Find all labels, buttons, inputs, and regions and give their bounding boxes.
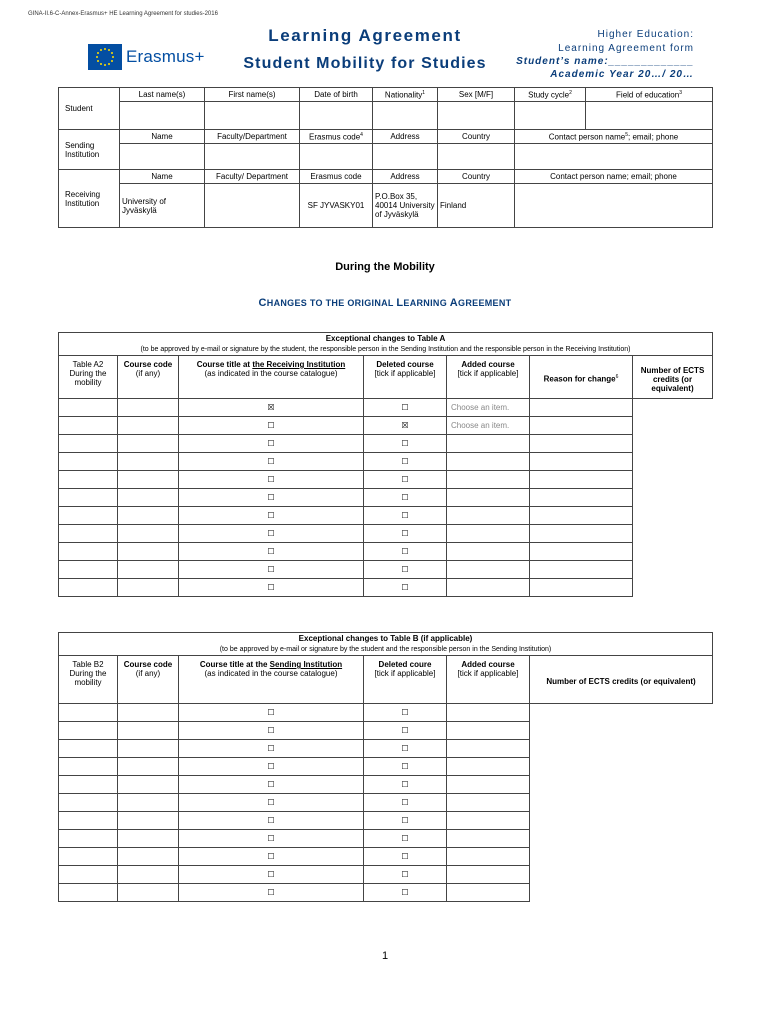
reason-dropdown[interactable]: Choose an item. (447, 399, 530, 417)
ects-cell[interactable] (530, 543, 633, 561)
receiving-country-header: Country (438, 170, 515, 184)
table-b2 (58, 632, 713, 902)
course-code-cell[interactable] (59, 722, 118, 740)
header-date-of-birth: Date of birth (300, 88, 373, 102)
table-row (59, 884, 713, 902)
added-checkbox[interactable]: ☐ (364, 543, 447, 561)
course-title-cell[interactable] (118, 543, 179, 561)
deleted-checkbox[interactable]: ☐ (179, 471, 364, 489)
receiving-address-field[interactable]: P.O.Box 35, 40014 University of Jyväskylä (373, 184, 438, 228)
added-checkbox[interactable]: ☐ (364, 848, 447, 866)
header-deleted-course: Deleted course [tick if applicable] (364, 356, 447, 399)
header-academic-year[interactable]: Academic Year 20…/ 20… (550, 69, 694, 80)
course-code-cell[interactable] (59, 453, 118, 471)
ects-cell[interactable] (530, 507, 633, 525)
ects-cell[interactable] (530, 525, 633, 543)
course-code-cell[interactable] (59, 471, 118, 489)
receiving-faculty-header: Faculty/ Department (205, 170, 300, 184)
receiving-name-header: Name (120, 170, 205, 184)
table-row (59, 417, 713, 435)
added-checkbox[interactable]: ☐ (364, 722, 447, 740)
table-row (59, 525, 713, 543)
date-of-birth-field[interactable] (300, 102, 373, 130)
header-deleted-course-b: Deleted coure [tick if applicable] (364, 656, 447, 704)
sending-contact-header: Contact person name$^5$; email; phone (515, 130, 713, 144)
table-a-title: Exceptional changes to Table A (59, 333, 713, 345)
study-cycle-field[interactable] (515, 102, 586, 130)
deleted-checkbox[interactable]: ☒ (179, 399, 364, 417)
course-title-cell[interactable] (118, 830, 179, 848)
header-higher-education: Higher Education: (597, 29, 694, 40)
added-checkbox[interactable]: ☐ (364, 776, 447, 794)
table-row (59, 866, 713, 884)
reason-dropdown[interactable] (447, 507, 530, 525)
added-checkbox[interactable]: ☐ (364, 399, 447, 417)
deleted-checkbox[interactable]: ☐ (179, 453, 364, 471)
table-row (59, 453, 713, 471)
table-row (59, 543, 713, 561)
course-code-cell[interactable] (59, 561, 118, 579)
ects-cell[interactable] (447, 704, 530, 722)
ects-cell[interactable] (530, 453, 633, 471)
table-row (59, 399, 713, 417)
course-code-cell[interactable] (59, 543, 118, 561)
ects-cell[interactable] (447, 830, 530, 848)
deleted-checkbox[interactable]: ☐ (179, 489, 364, 507)
course-code-cell[interactable] (59, 417, 118, 435)
deleted-checkbox[interactable]: ☐ (179, 848, 364, 866)
course-title-cell[interactable] (118, 561, 179, 579)
sending-code-field[interactable] (300, 144, 373, 170)
receiving-code-field[interactable]: SF JYVASKY01 (300, 184, 373, 228)
reason-dropdown[interactable] (447, 489, 530, 507)
reason-dropdown[interactable] (447, 543, 530, 561)
header-ects-credits: Number of ECTS credits (or equivalent) (633, 356, 713, 399)
header-course-title-b: Course title at the Sending Institution (as indicated in the course catalogue) (179, 656, 364, 704)
reason-dropdown[interactable] (447, 435, 530, 453)
table-row (59, 579, 713, 597)
sending-address-field[interactable] (373, 144, 438, 170)
ects-cell[interactable] (530, 561, 633, 579)
ects-cell[interactable] (447, 884, 530, 902)
added-checkbox[interactable]: ☐ (364, 704, 447, 722)
ects-cell[interactable] (530, 417, 633, 435)
table-row (59, 794, 713, 812)
receiving-faculty-field[interactable] (205, 184, 300, 228)
course-title-cell[interactable] (118, 776, 179, 794)
course-title-cell[interactable] (118, 525, 179, 543)
ects-cell[interactable] (530, 435, 633, 453)
added-checkbox[interactable]: ☐ (364, 489, 447, 507)
ects-cell[interactable] (530, 471, 633, 489)
table-row (59, 722, 713, 740)
header-added-course: Added course [tick if applicable] (447, 356, 530, 399)
course-title-cell[interactable] (118, 489, 179, 507)
header-sex: Sex [M/F] (438, 88, 515, 102)
reason-dropdown[interactable] (447, 471, 530, 489)
sending-faculty-header: Faculty/Department (205, 130, 300, 144)
sending-country-header: Country (438, 130, 515, 144)
deleted-checkbox[interactable]: ☐ (179, 722, 364, 740)
added-checkbox[interactable]: ☐ (364, 830, 447, 848)
ects-cell[interactable] (447, 866, 530, 884)
header-student-name[interactable]: Student’s name:_____________ (516, 56, 694, 67)
reason-dropdown[interactable] (447, 453, 530, 471)
receiving-contact-field[interactable] (515, 184, 713, 228)
course-code-cell[interactable] (59, 758, 118, 776)
sending-name-header: Name (120, 130, 205, 144)
added-checkbox[interactable]: ☐ (364, 435, 447, 453)
course-code-cell[interactable] (59, 489, 118, 507)
header-added-course-b: Added course [tick if applicable] (447, 656, 530, 704)
course-title-cell[interactable] (118, 453, 179, 471)
header-course-code: Course code (if any) (118, 356, 179, 399)
table-a2 (58, 332, 713, 597)
header-form-name: Learning Agreement form (558, 43, 694, 54)
course-code-cell[interactable] (59, 435, 118, 453)
added-checkbox[interactable]: ☒ (364, 417, 447, 435)
ects-cell[interactable] (530, 489, 633, 507)
receiving-institution-label: Receiving Institution (59, 170, 120, 228)
ects-cell[interactable] (530, 399, 633, 417)
course-title-cell[interactable] (118, 471, 179, 489)
table-row (59, 758, 713, 776)
course-title-cell[interactable] (118, 866, 179, 884)
course-title-cell[interactable] (118, 399, 179, 417)
deleted-checkbox[interactable]: ☐ (179, 543, 364, 561)
course-code-cell[interactable] (59, 704, 118, 722)
table-row (59, 812, 713, 830)
deleted-checkbox[interactable]: ☐ (179, 507, 364, 525)
sending-country-field[interactable] (438, 144, 515, 170)
table-row (59, 776, 713, 794)
deleted-checkbox[interactable]: ☐ (179, 794, 364, 812)
added-checkbox[interactable]: ☐ (364, 579, 447, 597)
ects-cell[interactable] (530, 579, 633, 597)
table-row (59, 489, 713, 507)
during-mobility-heading: During the Mobility (335, 261, 435, 273)
course-title-cell[interactable] (118, 758, 179, 776)
table-row (59, 830, 713, 848)
reason-dropdown[interactable]: Choose an item. (447, 417, 530, 435)
sending-institution-label: Sending Institution (59, 130, 120, 170)
eu-flag-icon (88, 44, 122, 70)
course-code-cell[interactable] (59, 794, 118, 812)
course-code-cell[interactable] (59, 848, 118, 866)
header-course-code-b: Course code (if any) (118, 656, 179, 704)
page-title: Learning Agreement (268, 26, 462, 45)
added-checkbox[interactable]: ☐ (364, 758, 447, 776)
sending-faculty-field[interactable] (205, 144, 300, 170)
ects-cell[interactable] (447, 776, 530, 794)
added-checkbox[interactable]: ☐ (364, 471, 447, 489)
reason-dropdown[interactable] (447, 525, 530, 543)
receiving-contact-header: Contact person name; email; phone (515, 170, 713, 184)
receiving-country-field[interactable]: Finland (438, 184, 515, 228)
course-code-cell[interactable] (59, 525, 118, 543)
course-code-cell[interactable] (59, 830, 118, 848)
changes-heading: CHANGES TO THE ORIGINAL LEARNING AGREEMENT (258, 297, 512, 309)
table-a2-label: Table A2 During the mobility (59, 356, 118, 399)
table-row (59, 471, 713, 489)
table-row (59, 561, 713, 579)
page-number: 1 (381, 950, 389, 962)
first-name-field[interactable] (205, 102, 300, 130)
header-course-title: Course title at the Receiving Institution (as indicated in the course catalogue) (179, 356, 364, 399)
deleted-checkbox[interactable]: ☐ (179, 561, 364, 579)
sending-name-field[interactable] (120, 144, 205, 170)
course-title-cell[interactable] (118, 740, 179, 758)
last-name-field[interactable] (120, 102, 205, 130)
course-title-cell[interactable] (118, 435, 179, 453)
deleted-checkbox[interactable]: ☐ (179, 525, 364, 543)
student-label: Student (59, 88, 120, 130)
header-study-cycle: Study cycle$^2$ (515, 88, 586, 102)
table-row (59, 704, 713, 722)
sending-address-header: Address (373, 130, 438, 144)
ects-cell[interactable] (447, 812, 530, 830)
deleted-checkbox[interactable]: ☐ (179, 704, 364, 722)
course-code-cell[interactable] (59, 776, 118, 794)
reason-dropdown[interactable] (447, 579, 530, 597)
table-row (59, 740, 713, 758)
table-row (59, 435, 713, 453)
table-b2-label: Table B2 During the mobility (59, 656, 118, 704)
student-institution-table (58, 87, 713, 228)
course-title-cell[interactable] (118, 704, 179, 722)
course-code-cell[interactable] (59, 399, 118, 417)
deleted-checkbox[interactable]: ☐ (179, 435, 364, 453)
receiving-address-header: Address (373, 170, 438, 184)
ects-cell[interactable] (447, 848, 530, 866)
course-title-cell[interactable] (118, 884, 179, 902)
added-checkbox[interactable]: ☐ (364, 561, 447, 579)
deleted-checkbox[interactable]: ☐ (179, 758, 364, 776)
erasmus-logo (88, 44, 208, 72)
receiving-name-field[interactable]: University of Jyväskylä (120, 184, 205, 228)
header-first-name: First name(s) (205, 88, 300, 102)
deleted-checkbox[interactable]: ☐ (179, 812, 364, 830)
receiving-code-header: Erasmus code (300, 170, 373, 184)
header-ects-credits-b: Number of ECTS credits (or equivalent) (530, 656, 713, 704)
course-title-cell[interactable] (118, 579, 179, 597)
added-checkbox[interactable]: ☐ (364, 453, 447, 471)
deleted-checkbox[interactable]: ☐ (179, 884, 364, 902)
course-code-cell[interactable] (59, 812, 118, 830)
ects-cell[interactable] (447, 740, 530, 758)
table-a-subtitle: (to be approved by e-mail or signature by the student, the responsible person in the Sending Institution and the responsible person in the Receiving Institution) (59, 344, 713, 356)
added-checkbox[interactable]: ☐ (364, 740, 447, 758)
deleted-checkbox[interactable]: ☐ (179, 866, 364, 884)
added-checkbox[interactable]: ☐ (364, 866, 447, 884)
deleted-checkbox[interactable]: ☐ (179, 417, 364, 435)
table-row (59, 848, 713, 866)
header-field-of-education: Field of education$^3$ (586, 88, 713, 102)
reason-dropdown[interactable] (447, 561, 530, 579)
added-checkbox[interactable]: ☐ (364, 507, 447, 525)
logo-text: Erasmus+ (126, 47, 205, 66)
field-of-education-field[interactable] (586, 102, 713, 130)
course-title-cell[interactable] (118, 794, 179, 812)
course-title-cell[interactable] (118, 417, 179, 435)
added-checkbox[interactable]: ☐ (364, 794, 447, 812)
header-nationality: Nationality$^1$ (373, 88, 438, 102)
table-row (59, 507, 713, 525)
sending-contact-field[interactable] (515, 144, 713, 170)
course-code-cell[interactable] (59, 884, 118, 902)
ects-cell[interactable] (447, 722, 530, 740)
course-code-cell[interactable] (59, 507, 118, 525)
added-checkbox[interactable]: ☐ (364, 525, 447, 543)
table-b-title: Exceptional changes to Table B (if applicable) (59, 633, 713, 645)
course-code-cell[interactable] (59, 579, 118, 597)
course-code-cell[interactable] (59, 866, 118, 884)
course-title-cell[interactable] (118, 848, 179, 866)
deleted-checkbox[interactable]: ☐ (179, 776, 364, 794)
header-reason-for-change: Reason for change$^6$ (530, 356, 633, 399)
ects-cell[interactable] (447, 758, 530, 776)
deleted-checkbox[interactable]: ☐ (179, 579, 364, 597)
sex-field[interactable] (438, 102, 515, 130)
course-code-cell[interactable] (59, 740, 118, 758)
ects-cell[interactable] (447, 794, 530, 812)
nationality-field[interactable] (373, 102, 438, 130)
deleted-checkbox[interactable]: ☐ (179, 740, 364, 758)
course-title-cell[interactable] (118, 812, 179, 830)
document-id: GINA-II.6-C-Annex-Erasmus+ HE Learning Agreement for studies-2016 (28, 11, 218, 17)
course-title-cell[interactable] (118, 507, 179, 525)
course-title-cell[interactable] (118, 722, 179, 740)
header-last-name: Last name(s) (120, 88, 205, 102)
table-b-subtitle: (to be approved by e-mail or signature by the student and the responsible person in the Sending Institution) (59, 644, 713, 656)
added-checkbox[interactable]: ☐ (364, 812, 447, 830)
page-subtitle: Student Mobility for Studies (243, 55, 487, 72)
deleted-checkbox[interactable]: ☐ (179, 830, 364, 848)
added-checkbox[interactable]: ☐ (364, 884, 447, 902)
sending-code-header: Erasmus code$^4$ (300, 130, 373, 144)
